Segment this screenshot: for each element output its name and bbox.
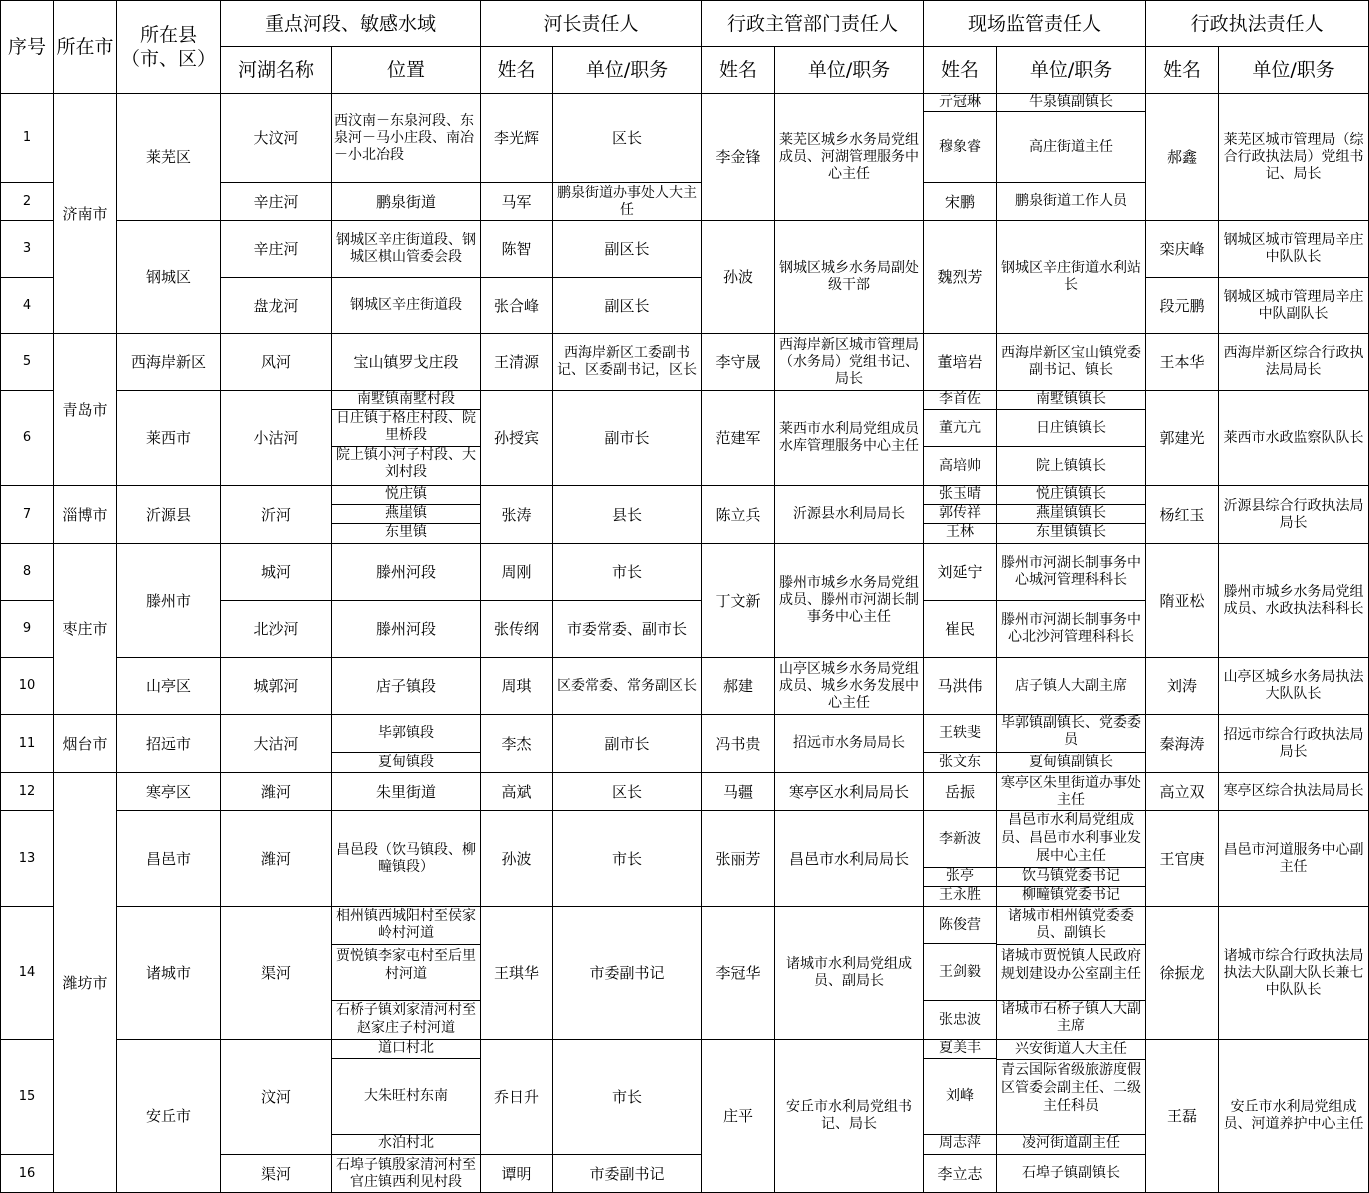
- cell-law-unit: 钢城区城市管理局辛庄中队队长: [1219, 221, 1369, 278]
- cell-seq: 6: [1, 391, 54, 486]
- cell-location: 石埠子镇殷家清河村至官庄镇西利见村段: [332, 1155, 481, 1193]
- cell-admin-name: 郝建: [702, 658, 775, 715]
- cell-site-names: [924, 486, 997, 544]
- header-site-group: 现场监管责任人: [924, 1, 1146, 47]
- cell-law-name: 隋亚松: [1146, 544, 1219, 658]
- cell-law-unit: 寒亭区综合执法局局长: [1219, 773, 1369, 811]
- location-item: 悦庄镇: [332, 486, 480, 505]
- cell-river: 北沙河: [221, 601, 332, 658]
- cell-chief-unit: 市委常委、副市长: [553, 601, 702, 658]
- site-name: 王永胜: [939, 887, 982, 903]
- table-row: [1, 1040, 1369, 1155]
- cell-chief-unit: 市委副书记: [553, 1155, 702, 1193]
- cell-chief-unit: 区长: [553, 773, 702, 811]
- cell-chief-unit: 副市长: [553, 391, 702, 486]
- cell-site-units: [997, 907, 1146, 1040]
- site-unit: 诸城市石桥子镇人大副主席: [1001, 1000, 1142, 1034]
- table-row: [1, 94, 1369, 183]
- cell-site-unit: 石埠子镇副镇长: [997, 1155, 1146, 1193]
- cell-chief-name: 高斌: [481, 773, 553, 811]
- cell-law-name: 刘涛: [1146, 658, 1219, 715]
- cell-site-unit: 店子镇人大副主席: [997, 658, 1146, 715]
- cell-seq: 9: [1, 601, 54, 658]
- site-name: 夏美丰: [924, 1040, 996, 1059]
- cell-admin-unit: 莱西市水利局党组成员水库管理服务中心主任: [775, 391, 924, 486]
- header-admin-unit: 单位/职务: [775, 47, 924, 94]
- header-chief-name: 姓名: [481, 47, 553, 94]
- cell-county: 莱西市: [117, 391, 221, 486]
- cell-chief-unit: 市长: [553, 811, 702, 907]
- cell-site-units: [997, 715, 1146, 773]
- cell-seq: 16: [1, 1155, 54, 1193]
- cell-river: 潍河: [221, 811, 332, 907]
- cell-river: 盘龙河: [221, 278, 332, 334]
- cell-law-unit: 沂源县综合行政执法局局长: [1219, 486, 1369, 544]
- table-row: [1, 391, 1369, 486]
- cell-location: 鹏泉街道: [332, 183, 481, 221]
- cell-chief-unit: 鹏泉街道办事处人大主任: [553, 183, 702, 221]
- cell-law-name: 王官庚: [1146, 811, 1219, 907]
- cell-chief-name: 王清源: [481, 334, 553, 391]
- cell-seq: 13: [1, 811, 54, 907]
- cell-site-name: 李立志: [924, 1155, 997, 1193]
- site-unit: 凌河街道副主任: [1022, 1134, 1121, 1151]
- cell-site-names: [924, 715, 997, 773]
- cell-admin-name: 陈立兵: [702, 486, 775, 544]
- cell-admin-name: 孙波: [702, 221, 775, 334]
- table-row: [1, 334, 1369, 391]
- cell-city: 淄博市: [54, 486, 117, 544]
- cell-admin-unit: 钢城区城乡水务局副处级干部: [775, 221, 924, 334]
- cell-locations: [332, 486, 481, 544]
- site-name: 亓冠琳: [924, 94, 996, 112]
- cell-law-unit: 山亭区城乡水务局执法大队队长: [1219, 658, 1369, 715]
- site-name: 王林: [946, 524, 975, 540]
- cell-admin-name: 范建军: [702, 391, 775, 486]
- header-law-unit: 单位/职务: [1219, 47, 1369, 94]
- cell-chief-unit: 副市长: [553, 715, 702, 773]
- cell-admin-unit: 寒亭区水利局局长: [775, 773, 924, 811]
- cell-admin-unit: 招远市水务局局长: [775, 715, 924, 773]
- cell-site-name: 马洪伟: [924, 658, 997, 715]
- site-name: 董亢亢: [924, 410, 996, 447]
- site-unit: 高庄街道主任: [1029, 139, 1114, 155]
- site-name: 刘峰: [924, 1059, 996, 1135]
- site-unit: 牛泉镇副镇长: [997, 94, 1145, 112]
- cell-law-name: 郭建光: [1146, 391, 1219, 486]
- cell-law-name: 段元鹏: [1146, 278, 1219, 334]
- cell-admin-unit: 莱芜区城乡水务局党组成员、河湖管理服务中心主任: [775, 94, 924, 221]
- header-city: 所在市: [54, 1, 117, 94]
- cell-location: 宝山镇罗戈庄段: [332, 334, 481, 391]
- table-row: [1, 773, 1369, 811]
- cell-seq: 1: [1, 94, 54, 183]
- cell-site-names: [924, 811, 997, 907]
- cell-chief-name: 李光辉: [481, 94, 553, 183]
- cell-site-units: [997, 94, 1146, 183]
- cell-river: 潍河: [221, 773, 332, 811]
- site-name: 张忠波: [939, 1012, 982, 1028]
- cell-chief-name: 周琪: [481, 658, 553, 715]
- header-river-group: 重点河段、敏感水域: [221, 1, 481, 47]
- cell-city: 青岛市: [54, 334, 117, 486]
- cell-admin-name: 丁文新: [702, 544, 775, 658]
- location-item: 院上镇小河子村段、大刘村段: [336, 447, 476, 480]
- header-site-unit: 单位/职务: [997, 47, 1146, 94]
- site-unit: 日庄镇镇长: [997, 410, 1145, 447]
- cell-river: 渠河: [221, 907, 332, 1040]
- cell-site-unit: 滕州市河湖长制事务中心城河管理科科长: [997, 544, 1146, 601]
- location-item: 东里镇: [385, 524, 427, 540]
- cell-county: 诸城市: [117, 907, 221, 1040]
- header-chief-unit: 单位/职务: [553, 47, 702, 94]
- cell-chief-name: 张传纲: [481, 601, 553, 658]
- site-unit: 昌邑市水利局党组成员、昌邑市水利事业发展中心主任: [997, 811, 1145, 868]
- cell-location: 钢城区辛庄街道段: [332, 278, 481, 334]
- cell-site-names: [924, 94, 997, 183]
- cell-location: 昌邑段（饮马镇段、柳疃镇段）: [332, 811, 481, 907]
- cell-chief-unit: 区长: [553, 94, 702, 183]
- cell-admin-name: 李冠华: [702, 907, 775, 1040]
- header-law-group: 行政执法责任人: [1146, 1, 1369, 47]
- cell-county: 沂源县: [117, 486, 221, 544]
- cell-location: 西汶南－东泉河段、东泉河－马小庄段、南冶－小北冶段: [332, 94, 481, 183]
- table-row: [1, 715, 1369, 773]
- location-item: 毕郭镇段: [332, 715, 480, 753]
- cell-river: 风河: [221, 334, 332, 391]
- header-admin-name: 姓名: [702, 47, 775, 94]
- cell-site-names: [924, 907, 997, 1040]
- location-item: 南墅镇南墅村段: [332, 391, 480, 410]
- table-row: [1, 486, 1369, 544]
- cell-locations: [332, 1040, 481, 1155]
- site-name: 李首佐: [924, 391, 996, 410]
- cell-chief-unit: 西海岸新区工委副书记、区委副书记，区长: [553, 334, 702, 391]
- cell-river: 城郭河: [221, 658, 332, 715]
- site-unit: 柳疃镇党委书记: [1022, 887, 1121, 903]
- site-name: 李新波: [924, 811, 996, 868]
- cell-chief-unit: 县长: [553, 486, 702, 544]
- cell-county: 招远市: [117, 715, 221, 773]
- cell-chief-name: 陈智: [481, 221, 553, 278]
- location-item: 道口村北: [332, 1040, 480, 1059]
- header-law-name: 姓名: [1146, 47, 1219, 94]
- cell-law-name: 徐振龙: [1146, 907, 1219, 1040]
- cell-county: 寒亭区: [117, 773, 221, 811]
- site-unit: 院上镇镇长: [1036, 458, 1107, 474]
- cell-site-names: [924, 391, 997, 486]
- cell-locations: [332, 391, 481, 486]
- table-row: [1, 811, 1369, 907]
- cell-site-name: 刘延宁: [924, 544, 997, 601]
- cell-chief-name: 孙授宾: [481, 391, 553, 486]
- cell-seq: 7: [1, 486, 54, 544]
- site-name: 张亭: [924, 868, 996, 887]
- site-unit: 青云国际省级旅游度假区管委会副主任、二级主任科员: [997, 1060, 1145, 1135]
- cell-admin-name: 庄平: [702, 1040, 775, 1193]
- cell-admin-unit: 昌邑市水利局局长: [775, 811, 924, 907]
- site-name: 周志萍: [939, 1135, 982, 1151]
- cell-admin-unit: 西海岸新区城市管理局（水务局）党组书记、局长: [775, 334, 924, 391]
- cell-location: 朱里街道: [332, 773, 481, 811]
- cell-river: 小沽河: [221, 391, 332, 486]
- cell-admin-unit: 安丘市水利局党组书记、局长: [775, 1040, 924, 1193]
- cell-admin-unit: 诸城市水利局党组成员、副局长: [775, 907, 924, 1040]
- cell-law-name: 秦海涛: [1146, 715, 1219, 773]
- cell-location: 滕州河段: [332, 544, 481, 601]
- cell-chief-unit: 区委常委、常务副区长: [553, 658, 702, 715]
- cell-site-name: 宋鹏: [924, 183, 997, 221]
- cell-law-name: 栾庆峰: [1146, 221, 1219, 278]
- site-unit: 诸城市贾悦镇人民政府规划建设办公室副主任: [997, 945, 1145, 1001]
- cell-site-units: [997, 391, 1146, 486]
- cell-county: 钢城区: [117, 221, 221, 334]
- cell-seq: 10: [1, 658, 54, 715]
- cell-county: 西海岸新区: [117, 334, 221, 391]
- cell-law-unit: 诸城市综合行政执法局执法大队副大队长兼七中队队长: [1219, 907, 1369, 1040]
- cell-county: 滕州市: [117, 544, 221, 658]
- cell-river: 辛庄河: [221, 221, 332, 278]
- location-item: 夏甸镇段: [378, 754, 434, 770]
- site-name: 高培帅: [939, 458, 982, 474]
- cell-river: 大汶河: [221, 94, 332, 183]
- cell-seq: 11: [1, 715, 54, 773]
- cell-admin-unit: 山亭区城乡水务局党组成员、城乡水务发展中心主任: [775, 658, 924, 715]
- cell-chief-name: 张合峰: [481, 278, 553, 334]
- cell-river: 大沽河: [221, 715, 332, 773]
- cell-law-name: 杨红玉: [1146, 486, 1219, 544]
- cell-seq: 5: [1, 334, 54, 391]
- location-item: 大朱旺村东南: [332, 1059, 480, 1135]
- cell-admin-name: 冯书贵: [702, 715, 775, 773]
- cell-site-name: 魏烈芳: [924, 221, 997, 334]
- cell-chief-name: 孙波: [481, 811, 553, 907]
- site-name: 穆象睿: [939, 139, 982, 155]
- cell-site-unit: 鹏泉街道工作人员: [997, 183, 1146, 221]
- site-name: 王剑毅: [924, 944, 996, 1001]
- cell-law-unit: 西海岸新区综合行政执法局局长: [1219, 334, 1369, 391]
- cell-seq: 15: [1, 1040, 54, 1155]
- site-unit: 夏甸镇副镇长: [1029, 754, 1114, 770]
- cell-site-units: [997, 811, 1146, 907]
- cell-law-name: 王本华: [1146, 334, 1219, 391]
- cell-chief-name: 张涛: [481, 486, 553, 544]
- cell-law-name: 王磊: [1146, 1040, 1219, 1193]
- cell-seq: 14: [1, 907, 54, 1040]
- cell-county: 莱芜区: [117, 94, 221, 221]
- cell-river: 辛庄河: [221, 183, 332, 221]
- site-unit: 燕崖镇镇长: [997, 505, 1145, 524]
- cell-city: 济南市: [54, 94, 117, 334]
- cell-law-unit: 安丘市水利局党组成员、河道养护中心主任: [1219, 1040, 1369, 1193]
- cell-river: 汶河: [221, 1040, 332, 1155]
- cell-law-unit: 昌邑市河道服务中心副主任: [1219, 811, 1369, 907]
- site-unit: 诸城市相州镇党委委员、副镇长: [997, 908, 1145, 945]
- cell-site-units: [997, 486, 1146, 544]
- site-name: 王轶斐: [924, 715, 996, 753]
- cell-locations: [332, 715, 481, 773]
- cell-city: 潍坊市: [54, 773, 117, 1193]
- cell-county: 昌邑市: [117, 811, 221, 907]
- cell-law-unit: 招远市综合行政执法局局长: [1219, 715, 1369, 773]
- cell-river: 城河: [221, 544, 332, 601]
- cell-location: 滕州河段: [332, 601, 481, 658]
- cell-admin-name: 李守晟: [702, 334, 775, 391]
- cell-site-units: [997, 1040, 1146, 1155]
- site-unit: 东里镇镇长: [1036, 524, 1107, 540]
- cell-law-name: 郝鑫: [1146, 94, 1219, 221]
- cell-chief-unit: 市长: [553, 544, 702, 601]
- cell-river: 渠河: [221, 1155, 332, 1193]
- cell-chief-name: 马军: [481, 183, 553, 221]
- cell-chief-name: 王琪华: [481, 907, 553, 1040]
- site-name: 张文东: [939, 754, 982, 770]
- cell-site-unit: 寒亭区朱里街道办事处主任: [997, 773, 1146, 811]
- location-item: 燕崖镇: [332, 505, 480, 524]
- cell-law-name: 高立双: [1146, 773, 1219, 811]
- header-admin-group: 行政主管部门责任人: [702, 1, 924, 47]
- cell-law-unit: 莱西市水政监察队队长: [1219, 391, 1369, 486]
- cell-city: 枣庄市: [54, 544, 117, 715]
- cell-site-name: 崔民: [924, 601, 997, 658]
- cell-admin-name: 李金锋: [702, 94, 775, 221]
- cell-site-unit: 西海岸新区宝山镇党委副书记、镇长: [997, 334, 1146, 391]
- table-row: [1, 544, 1369, 601]
- cell-law-unit: 莱芜区城市管理局（综合行政执法局）党组书记、局长: [1219, 94, 1369, 221]
- cell-law-unit: 钢城区城市管理局辛庄中队副队长: [1219, 278, 1369, 334]
- header-chief-group: 河长责任人: [481, 1, 702, 47]
- location-item: 水泊村北: [378, 1135, 434, 1151]
- header-county: 所在县（市、区）: [117, 1, 221, 94]
- site-unit: 南墅镇镇长: [997, 391, 1145, 410]
- cell-seq: 12: [1, 773, 54, 811]
- cell-chief-name: 周刚: [481, 544, 553, 601]
- cell-county: 山亭区: [117, 658, 221, 715]
- cell-river: 沂河: [221, 486, 332, 544]
- cell-admin-name: 张丽芳: [702, 811, 775, 907]
- site-unit: 兴安街道人大主任: [997, 1041, 1145, 1060]
- site-unit: 悦庄镇镇长: [997, 486, 1145, 505]
- cell-city: 烟台市: [54, 715, 117, 773]
- location-item: 贾悦镇李家屯村至后里村河道: [332, 945, 480, 1001]
- cell-chief-name: 谭明: [481, 1155, 553, 1193]
- cell-seq: 2: [1, 183, 54, 221]
- cell-site-unit: 钢城区辛庄街道水利站长: [997, 221, 1146, 334]
- header-location: 位置: [332, 47, 481, 94]
- header-seq: 序号: [1, 1, 54, 94]
- cell-chief-unit: 副区长: [553, 221, 702, 278]
- cell-seq: 3: [1, 221, 54, 278]
- header-site-name: 姓名: [924, 47, 997, 94]
- cell-location: 店子镇段: [332, 658, 481, 715]
- location-item: 日庄镇于格庄村段、院里桥段: [332, 410, 480, 447]
- table-row: [1, 221, 1369, 278]
- cell-chief-unit: 副区长: [553, 278, 702, 334]
- site-unit: 毕郭镇副镇长、党委委员: [997, 715, 1145, 753]
- cell-admin-unit: 滕州市城乡水务局党组成员、滕州市河湖长制事务中心主任: [775, 544, 924, 658]
- cell-county: 安丘市: [117, 1040, 221, 1193]
- cell-locations: [332, 907, 481, 1040]
- cell-chief-name: 乔日升: [481, 1040, 553, 1155]
- location-item: 相州镇西城阳村至侯家岭村河道: [332, 908, 480, 945]
- site-unit: 饮马镇党委书记: [997, 868, 1145, 887]
- cell-seq: 4: [1, 278, 54, 334]
- cell-chief-name: 李杰: [481, 715, 553, 773]
- site-name: 陈俊营: [924, 907, 996, 944]
- cell-site-name: 岳振: [924, 773, 997, 811]
- site-name: 张玉晴: [924, 486, 996, 505]
- header-river-name: 河湖名称: [221, 47, 332, 94]
- cell-admin-unit: 沂源县水利局局长: [775, 486, 924, 544]
- cell-law-unit: 滕州市城乡水务局党组成员、水政执法科科长: [1219, 544, 1369, 658]
- cell-location: 钢城区辛庄街道段、钢城区棋山管委会段: [332, 221, 481, 278]
- cell-admin-name: 马疆: [702, 773, 775, 811]
- cell-site-names: [924, 1040, 997, 1155]
- site-name: 郭传祥: [924, 505, 996, 524]
- cell-chief-unit: 市长: [553, 1040, 702, 1155]
- cell-chief-unit: 市委副书记: [553, 907, 702, 1040]
- location-item: 石桥子镇刘家清河村至赵家庄子村河道: [336, 1001, 476, 1036]
- table-row: [1, 658, 1369, 715]
- cell-site-unit: 滕州市河湖长制事务中心北沙河管理科科长: [997, 601, 1146, 658]
- cell-seq: 8: [1, 544, 54, 601]
- cell-site-name: 董培岩: [924, 334, 997, 391]
- table-row: [1, 907, 1369, 1040]
